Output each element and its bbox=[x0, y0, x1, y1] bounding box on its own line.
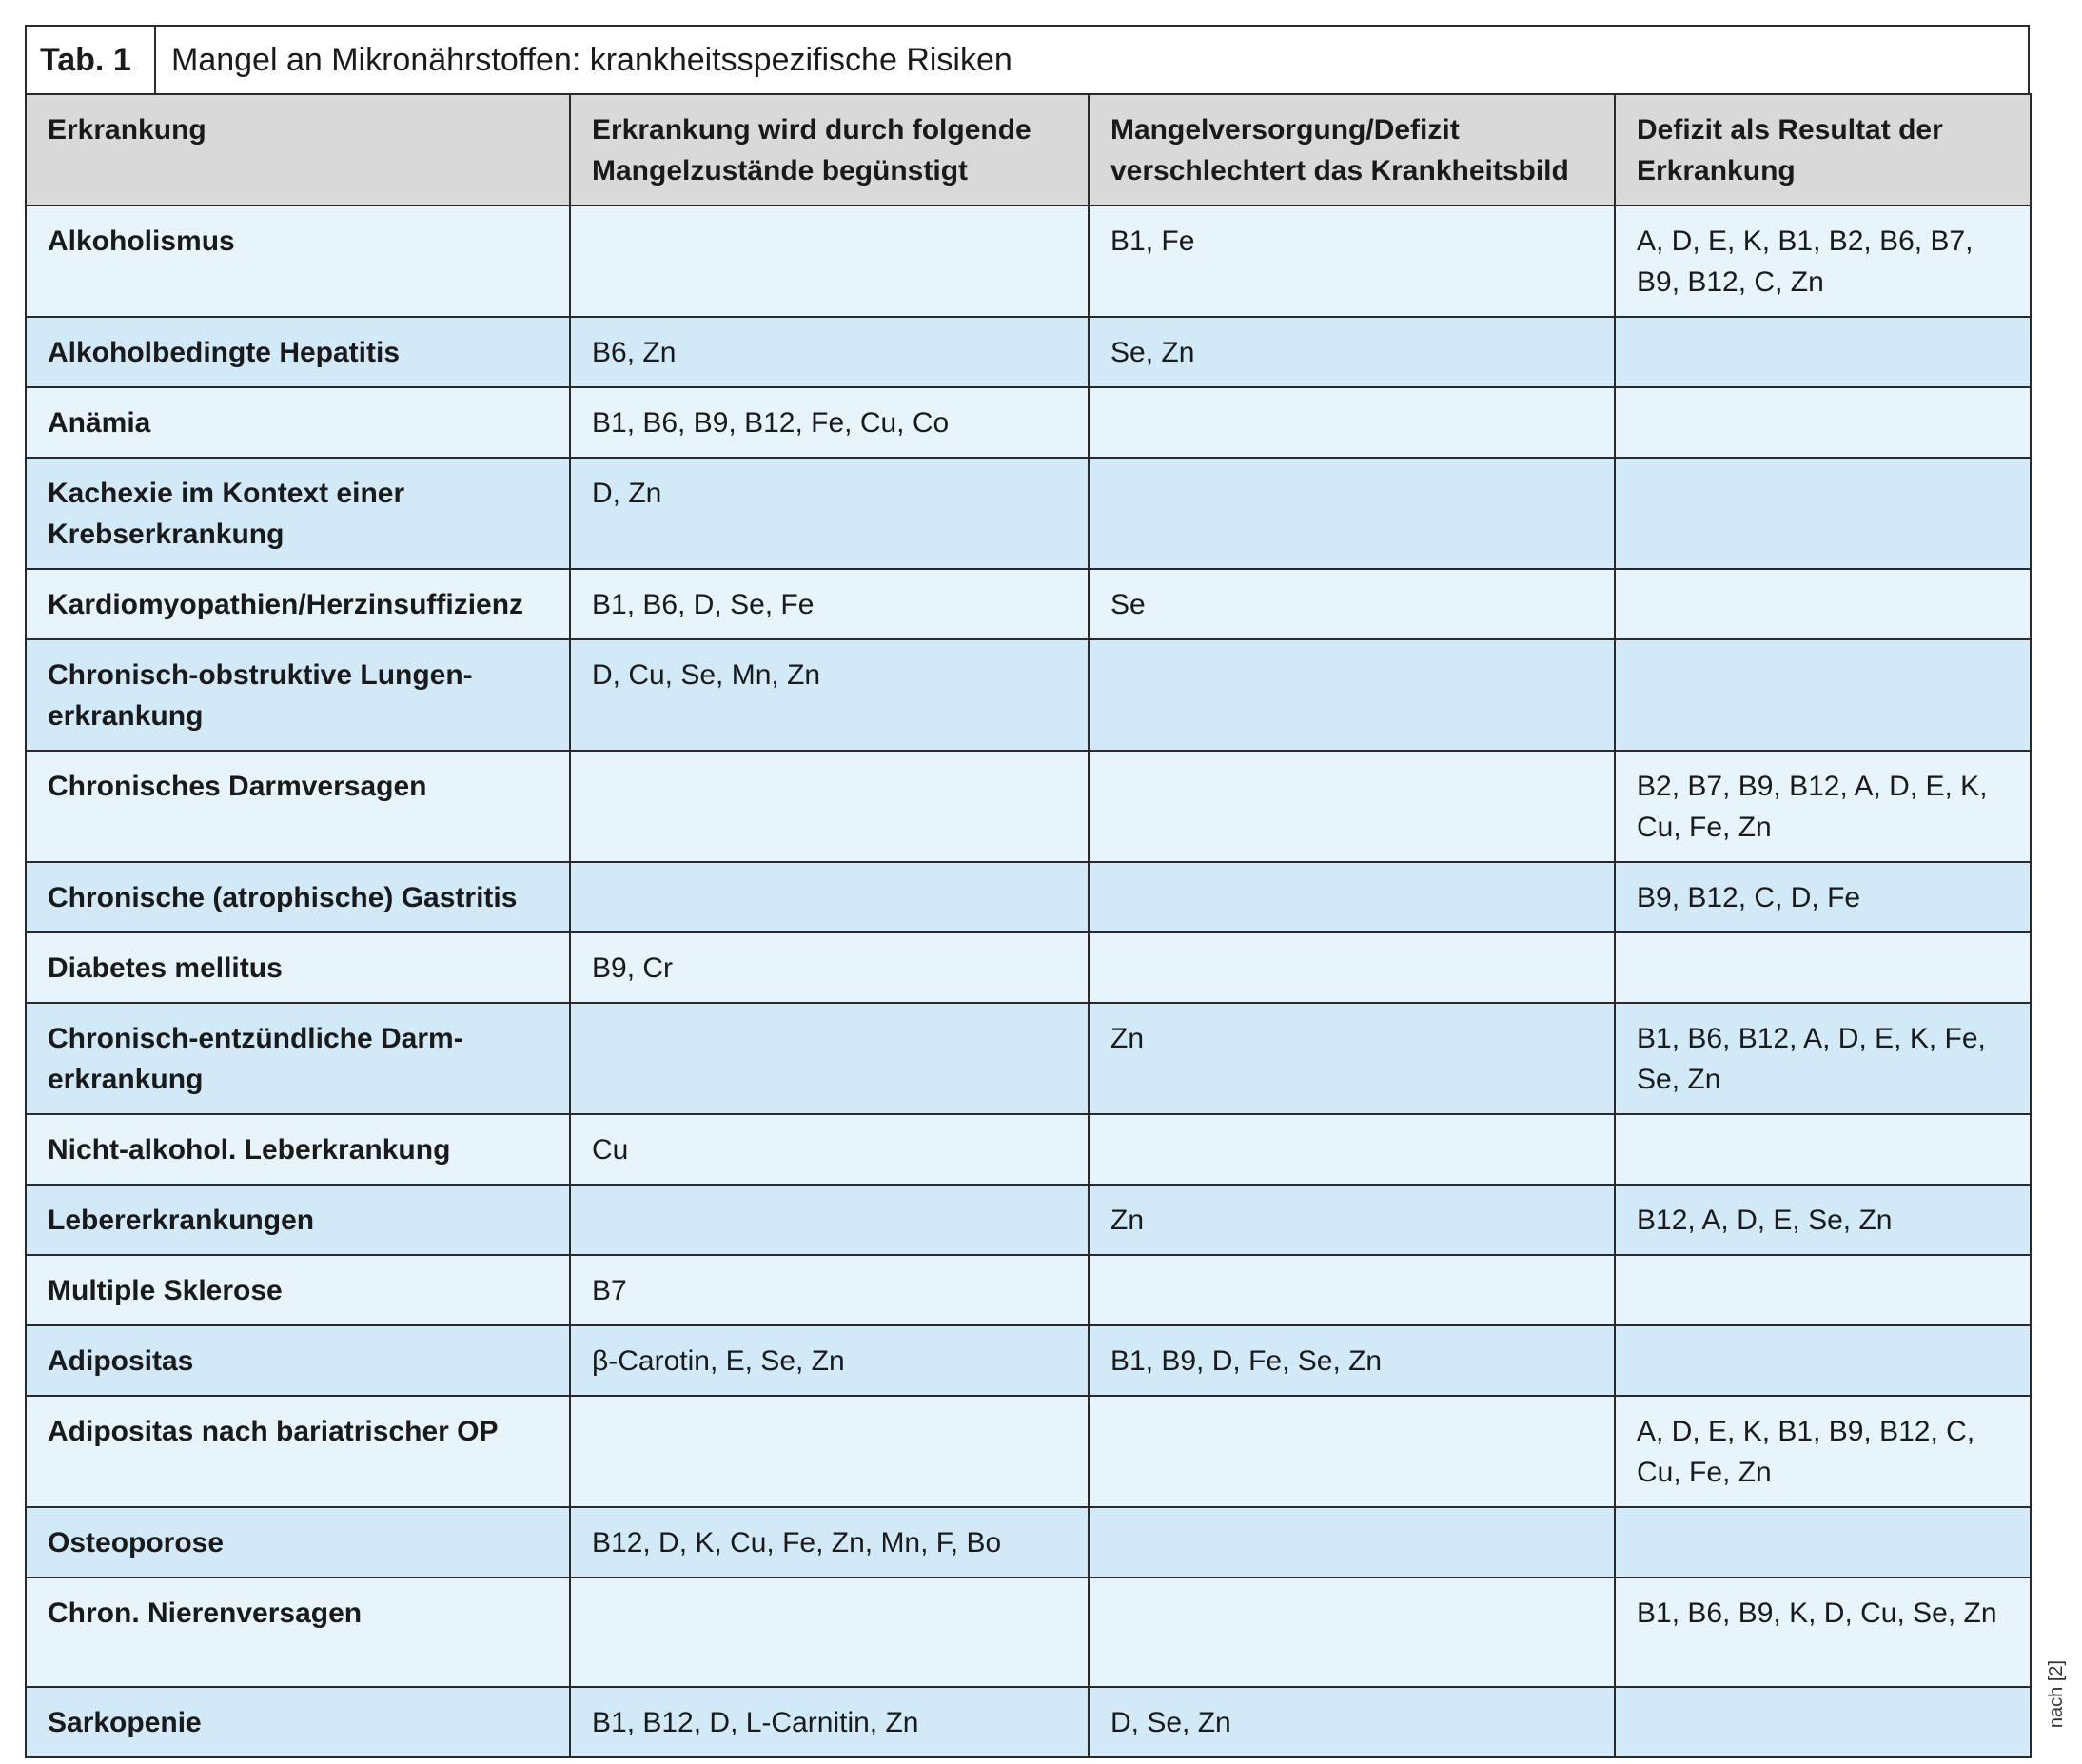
worsens-cell bbox=[1089, 751, 1615, 862]
favoured-by-cell bbox=[570, 862, 1089, 932]
result-cell: B12, A, D, E, Se, Zn bbox=[1615, 1185, 2031, 1255]
table-row bbox=[26, 458, 2031, 569]
result-cell bbox=[1615, 317, 2031, 387]
favoured-by-cell: D, Cu, Se, Mn, Zn bbox=[570, 639, 1089, 751]
table-row bbox=[26, 1687, 2031, 1757]
worsens-cell bbox=[1089, 639, 1615, 751]
worsens-cell bbox=[1089, 932, 1615, 1003]
disease-cell: Osteoporose bbox=[26, 1507, 570, 1578]
worsens-cell bbox=[1089, 1507, 1615, 1578]
table-row bbox=[26, 1185, 2031, 1255]
result-cell bbox=[1615, 1507, 2031, 1578]
header-favoured-by-deficiency: Erkrankung wird durch folgende Mangelzustände begünstigt bbox=[570, 94, 1089, 206]
table-caption bbox=[25, 25, 2030, 93]
table-number: Tab. 1 bbox=[27, 27, 156, 93]
result-cell bbox=[1615, 458, 2031, 569]
disease-cell: Adipositas bbox=[26, 1325, 570, 1396]
result-cell bbox=[1615, 1325, 2031, 1396]
favoured-by-cell: D, Zn bbox=[570, 458, 1089, 569]
result-cell: B9, B12, C, D, Fe bbox=[1615, 862, 2031, 932]
table-header-row bbox=[26, 94, 2031, 206]
worsens-cell: B1, B9, D, Fe, Se, Zn bbox=[1089, 1325, 1615, 1396]
favoured-by-cell bbox=[570, 1003, 1089, 1114]
favoured-by-cell bbox=[570, 1185, 1089, 1255]
table-row bbox=[26, 751, 2031, 862]
table-row bbox=[26, 1578, 2031, 1687]
result-cell: B2, B7, B9, B12, A, D, E, K, Cu, Fe, Zn bbox=[1615, 751, 2031, 862]
disease-cell: Alkoholismus bbox=[26, 206, 570, 317]
header-deficit-worsens: Mangelversorgung/Defizit verschlechtert das Krankheitsbild bbox=[1089, 94, 1615, 206]
disease-cell: Chronisch-entzündliche Darm-erkrankung bbox=[26, 1003, 570, 1114]
result-cell bbox=[1615, 932, 2031, 1003]
table-row bbox=[26, 1114, 2031, 1185]
disease-cell: Anämia bbox=[26, 387, 570, 458]
disease-cell: Diabetes mellitus bbox=[26, 932, 570, 1003]
disease-cell: Adipositas nach bariatrischer OP bbox=[26, 1396, 570, 1507]
table-row bbox=[26, 1507, 2031, 1578]
result-cell bbox=[1615, 1114, 2031, 1185]
table-row bbox=[26, 1325, 2031, 1396]
favoured-by-cell: Cu bbox=[570, 1114, 1089, 1185]
disease-cell: Alkoholbedingte Hepatitis bbox=[26, 317, 570, 387]
table-row bbox=[26, 639, 2031, 751]
disease-cell: Nicht-alkohol. Leberkrankung bbox=[26, 1114, 570, 1185]
favoured-by-cell: β-Carotin, E, Se, Zn bbox=[570, 1325, 1089, 1396]
worsens-cell bbox=[1089, 458, 1615, 569]
favoured-by-cell: B9, Cr bbox=[570, 932, 1089, 1003]
source-note bbox=[2044, 1651, 2071, 1736]
favoured-by-cell: B7 bbox=[570, 1255, 1089, 1325]
worsens-cell bbox=[1089, 1255, 1615, 1325]
table-body bbox=[26, 206, 2031, 1757]
worsens-cell: Zn bbox=[1089, 1003, 1615, 1114]
micronutrient-table bbox=[25, 93, 2032, 1758]
disease-cell: Kachexie im Kontext einer Krebserkrankung bbox=[26, 458, 570, 569]
disease-cell: Chron. Nierenversagen bbox=[26, 1578, 570, 1687]
table-row bbox=[26, 569, 2031, 639]
table-title: Mangel an Mikronährstoffen: krankheitsspezifische Risiken bbox=[171, 41, 1012, 78]
favoured-by-cell bbox=[570, 751, 1089, 862]
table-row bbox=[26, 1255, 2031, 1325]
table-row bbox=[26, 206, 2031, 317]
favoured-by-cell: B12, D, K, Cu, Fe, Zn, Mn, F, Bo bbox=[570, 1507, 1089, 1578]
disease-cell: Lebererkrankungen bbox=[26, 1185, 570, 1255]
favoured-by-cell bbox=[570, 206, 1089, 317]
result-cell bbox=[1615, 1687, 2031, 1757]
table-row bbox=[26, 387, 2031, 458]
table-row bbox=[26, 1003, 2031, 1114]
result-cell bbox=[1615, 639, 2031, 751]
disease-cell: Multiple Sklerose bbox=[26, 1255, 570, 1325]
header-disease: Erkrankung bbox=[26, 94, 570, 206]
table-row bbox=[26, 317, 2031, 387]
header-deficit-as-result: Defizit als Resultat der Erkrankung bbox=[1615, 94, 2031, 206]
worsens-cell bbox=[1089, 862, 1615, 932]
worsens-cell bbox=[1089, 1396, 1615, 1507]
favoured-by-cell bbox=[570, 1578, 1089, 1687]
table-row bbox=[26, 932, 2031, 1003]
table-row bbox=[26, 1396, 2031, 1507]
favoured-by-cell: B1, B6, B9, B12, Fe, Cu, Co bbox=[570, 387, 1089, 458]
worsens-cell bbox=[1089, 1578, 1615, 1687]
favoured-by-cell: B1, B6, D, Se, Fe bbox=[570, 569, 1089, 639]
worsens-cell: Se, Zn bbox=[1089, 317, 1615, 387]
result-cell: A, D, E, K, B1, B2, B6, B7, B9, B12, C, Zn bbox=[1615, 206, 2031, 317]
table-container bbox=[25, 25, 2030, 1758]
worsens-cell: Zn bbox=[1089, 1185, 1615, 1255]
favoured-by-cell: B1, B12, D, L-Carnitin, Zn bbox=[570, 1687, 1089, 1757]
table-row bbox=[26, 862, 2031, 932]
favoured-by-cell bbox=[570, 1396, 1089, 1507]
worsens-cell: D, Se, Zn bbox=[1089, 1687, 1615, 1757]
favoured-by-cell: B6, Zn bbox=[570, 317, 1089, 387]
result-cell: B1, B6, B12, A, D, E, K, Fe, Se, Zn bbox=[1615, 1003, 2031, 1114]
disease-cell: Kardiomyopathien/Herzinsuffizienz bbox=[26, 569, 570, 639]
worsens-cell: Se bbox=[1089, 569, 1615, 639]
result-cell bbox=[1615, 387, 2031, 458]
disease-cell: Chronisch-obstruktive Lungen-erkrankung bbox=[26, 639, 570, 751]
worsens-cell bbox=[1089, 387, 1615, 458]
result-cell bbox=[1615, 569, 2031, 639]
worsens-cell: B1, Fe bbox=[1089, 206, 1615, 317]
disease-cell: Chronisches Darmversagen bbox=[26, 751, 570, 862]
source-note-text: nach [2] bbox=[2046, 1659, 2068, 1728]
result-cell: B1, B6, B9, K, D, Cu, Se, Zn bbox=[1615, 1578, 2031, 1687]
disease-cell: Chronische (atrophische) Gastritis bbox=[26, 862, 570, 932]
result-cell bbox=[1615, 1255, 2031, 1325]
worsens-cell bbox=[1089, 1114, 1615, 1185]
disease-cell: Sarkopenie bbox=[26, 1687, 570, 1757]
result-cell: A, D, E, K, B1, B9, B12, C, Cu, Fe, Zn bbox=[1615, 1396, 2031, 1507]
